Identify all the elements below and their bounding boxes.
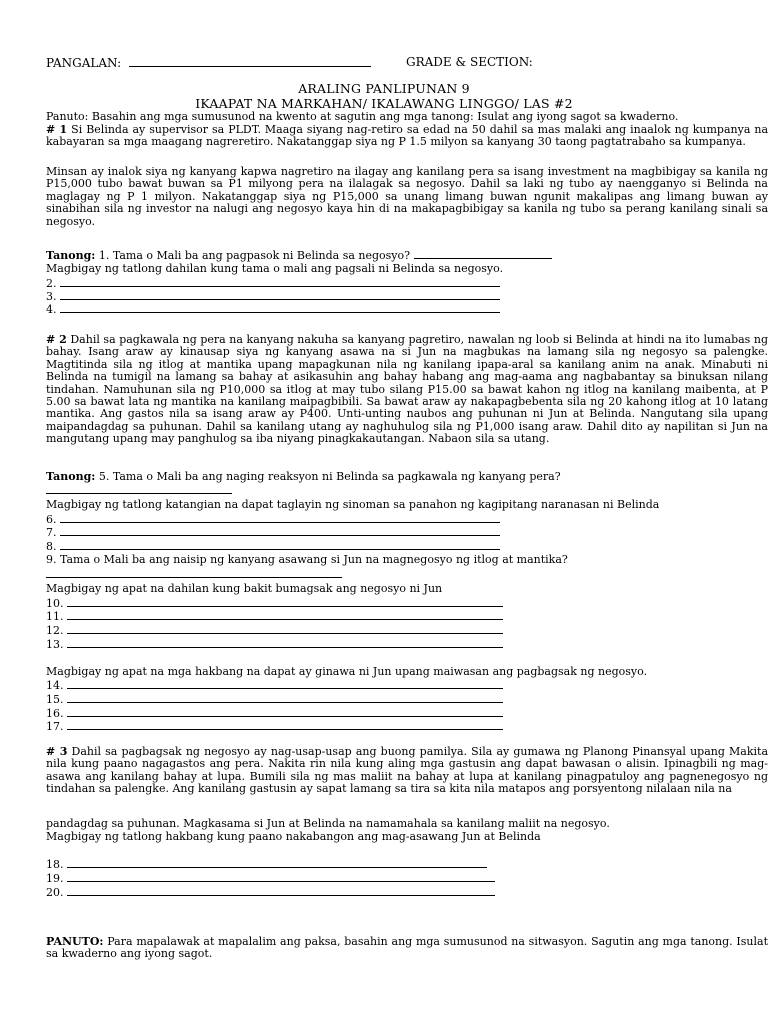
story2-text: Dahil sa pagkawala ng pera na kanyang nakuha sa kanyang pagretiro, nawalan ng loob si Belinda at hindi na ito lumabas ng bahay. Isang araw ay kinausap siya ng kanyang asawa na si Jun na magbukas na lamang sila ng negosyo sa palengke. Magtitinda sila ng itlog at mantika upang mapagkunan nila ng kanilang ipapa-aral sa kanilang anim na anak. Minabuti ni Belinda na tumigil na lamang sa bahay at asikasuhin ang bahay habang ang mag-aama ang nagbabantay sa binuksan nilang tindahan. Namuhunan sila ng P10,000 sa itlog at may tubo silang P15.00 sa bawat kahon ng itlog na kanilang maibenta, at P 5.00 sa bawat lata ng mantika na kanilang maipagbibili. Sa bawat araw ay nakapagbebenta sila ng 20 kahong itlog at 10 latang mantika. Ang gastos nila sa isang araw ay P400. Unti-unting naubos ang puhunan ni Jun at Belinda. Nangutang sila upang maipandagdag sa puhunan. Dahil sa kanilang utang ay naghuhulog sila ng P1,000 isang araw. Dahil dito ay napilitan si Jun na mangutang upang may panghulog sa iba niyang pinagkakautangan. Nabaon sila sa utang. [46, 333, 768, 446]
q1-blank[interactable] [414, 249, 552, 259]
quarter-title: IKAAPAT NA MARKAHAN/ IKALAWANG LINGGO/ LAS #2 [195, 96, 573, 111]
q5-text: 5. Tama o Mali ba ang naging reaksyon ni Belinda sa pagkawala ng kanyang pera? [98, 470, 561, 483]
story1-paragraph1 [46, 124, 768, 149]
answer-line-8[interactable]: 8. [46, 540, 500, 553]
answer-line-18[interactable]: 18. [46, 858, 487, 871]
answer-line-15[interactable]: 15. [46, 693, 503, 706]
story3-sub: Magbigay ng tatlong hakbang kung paano nakabangon ang mag-asawang Jun at Belinda [46, 830, 541, 843]
grade-row [406, 55, 537, 69]
q1-sub: Magbigay ng tatlong dahilan kung tama o mali ang pagsali ni Belinda sa negosyo. [46, 262, 504, 275]
panuto-paragraph [46, 936, 768, 961]
answer-line-17[interactable]: 17. [46, 720, 503, 733]
q5-blank[interactable] [46, 484, 232, 497]
question-9: 9. Tama o Mali ba ang naisip ng kanyang asawang si Jun na magnegosyo ng itlog at mantika? [46, 553, 568, 566]
q5-label: Tanong: [46, 470, 96, 483]
answer-line-19[interactable]: 19. [46, 872, 495, 885]
answer-line-12[interactable]: 12. [46, 624, 503, 637]
q1-label: Tanong: [46, 249, 96, 262]
question-5 [46, 471, 768, 483]
answer-line-10[interactable]: 10. [46, 597, 503, 610]
story3-paragraph [46, 746, 768, 796]
name-blank[interactable] [129, 55, 371, 67]
story3-text: Dahil sa pagbagsak ng negosyo ay nag-usap-usap ang buong pamilya. Sila ay gumawa ng Planong Pinansyal upang Makita nila kung paano nagagastos ang pera. Nakita rin nila kung aling mga gastusin ang dapat bawasan o alisin. Ipinagbili ng mag-asawa ang kanilang bahay at lupa. Bumili sila ng mas maliit na bahay at lupa at kanilang pinagpatuloy ang pagnenegosyo ng tindahan sa palengke. Ang kanilang gastusin ay sapat lamang sa tira sa kita nila matapos ang porsyentong nilalaan nila na [46, 745, 768, 796]
instructions: Panuto: Basahin ang mga sumusunod na kwento at sagutin ang mga tanong: Isulat ang iyong sagot sa kwaderno. [46, 110, 679, 123]
answer-line-6[interactable]: 6. [46, 513, 500, 526]
story3-number: # 3 [46, 745, 68, 758]
answer-line-13[interactable]: 13. [46, 638, 503, 651]
panuto-label: PANUTO: [46, 935, 104, 948]
q9-sub: Magbigay ng apat na dahilan kung bakit bumagsak ang negosyo ni Jun [46, 582, 443, 595]
story3-continuation: pandagdag sa puhunan. Magkasama si Jun at Belinda na namamahala sa kanilang maliit na negosyo. [46, 817, 610, 830]
story1-text1: Si Belinda ay supervisor sa PLDT. Maaga siyang nag-retiro sa edad na 50 dahil sa mas malaki ang inaalok ng kumpanya na kabayaran sa mga maagang nagreretiro. Nakatanggap siya ng P 1.5 milyon sa kanyang 30 taong pagtatrabaho sa kumpanya. [46, 123, 768, 149]
answer-line-2[interactable]: 2. [46, 277, 500, 290]
story2-paragraph [46, 334, 768, 446]
question-1 [46, 249, 552, 262]
q1-text: 1. Tama o Mali ba ang pagpasok ni Belinda sa negosyo? [98, 249, 411, 262]
story2-number: # 2 [46, 333, 67, 346]
answer-line-20[interactable]: 20. [46, 886, 495, 899]
q9-blank[interactable] [46, 568, 342, 581]
story1-paragraph2: Minsan ay inalok siya ng kanyang kapwa nagretiro na ilagay ang kanilang pera sa isang investment na magbibigay sa kanila ng P15,000 tubo bawat buwan sa P1 milyong pera na ilalagak sa negosyo. Dahil sa laki ng tubo ay naengganyo si Belinda na maglagay ng P 1 milyon. Nakatanggap siya ng P15,000 sa unang limang buwan ngunit makalipas ang limang buwan ay sinabihan sila ng investor na nalugi ang negosyo kaya hin di na makapagbibigay sa kanila ng tubo sa perang kanilang sinali sa negosyo. [46, 165, 768, 228]
q5-sub: Magbigay ng tatlong katangian na dapat taglayin ng sinoman sa panahon ng kagipitang naranasan ni Belinda [46, 498, 660, 511]
story1-number: # 1 [46, 123, 68, 136]
name-label: PANGALAN: [46, 56, 122, 70]
answer-line-11[interactable]: 11. [46, 610, 503, 623]
subject-title: ARALING PANLIPUNAN 9 [298, 81, 470, 96]
q14-sub: Magbigay ng apat na mga hakbang na dapat ay ginawa ni Jun upang maiwasan ang pagbagsak ng negosyo. [46, 665, 648, 678]
grade-label: GRADE & SECTION: [406, 55, 533, 69]
name-row [46, 55, 371, 70]
answer-line-14[interactable]: 14. [46, 679, 503, 692]
panuto-text: Para mapalawak at mapalalim ang paksa, basahin ang mga sumusunod na sitwasyon. Sagutin ang mga tanong. Isulat sa kwaderno ang iyong sagot. [46, 935, 768, 961]
answer-line-7[interactable]: 7. [46, 526, 500, 539]
answer-line-3[interactable]: 3. [46, 290, 500, 303]
answer-line-4[interactable]: 4. [46, 303, 500, 316]
answer-line-16[interactable]: 16. [46, 707, 503, 720]
